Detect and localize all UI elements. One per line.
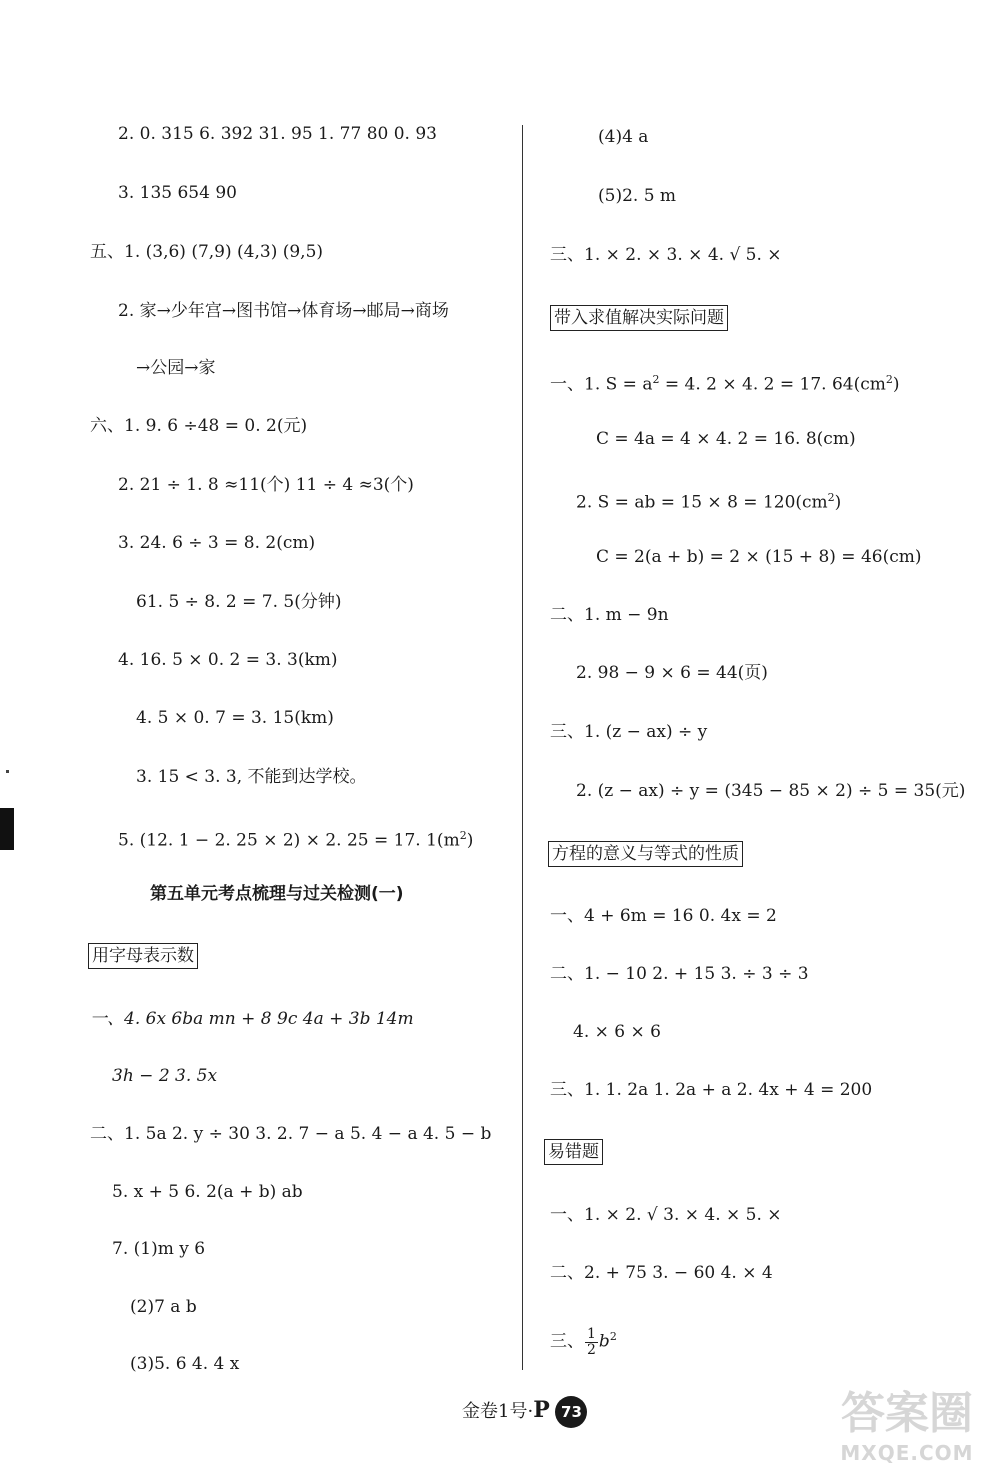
column-divider [522, 125, 523, 1370]
topic-box: 易错题 [544, 1139, 603, 1165]
answer-line: C = 4a = 4 × 4. 2 = 16. 8(cm) [596, 429, 856, 449]
answer-line: 2. 98 − 9 × 6 = 44(页) [576, 663, 768, 683]
topic-box: 用字母表示数 [88, 943, 198, 969]
watermark [818, 1388, 996, 1480]
scan-edge-tick [6, 770, 9, 773]
unit-title: 第五单元考点梳理与过关检测(一) [150, 884, 404, 904]
answer-line: 5. (12. 1 − 2. 25 × 2) × 2. 25 = 17. $1(m^2)$ [118, 829, 474, 851]
answer-line: 一、1. × 2. √ 3. × 4. × 5. × [550, 1205, 782, 1225]
answer-line: 3h − 2 3. 5x [112, 1066, 218, 1086]
answer-line: 二、1. − 10 2. + 15 3. ÷ 3 ÷ 3 [550, 964, 809, 984]
answer-line: 3. 15 < 3. 3, 不能到达学校。 [136, 767, 367, 787]
answer-line: C = 2(a + b) = 2 × (15 + 8) = 46(cm) [596, 547, 922, 567]
answer-line: 5. x + 5 6. 2(a + b) ab [112, 1182, 303, 1202]
brand-label: 金卷1号· [462, 1401, 534, 1422]
answer-line: 4. 16. 5 × 0. 2 = 3. 3(km) [118, 650, 338, 670]
answer-line: 一、1. $S = a^2 = 4$. 2 × 4. 2 = 17. $64(cm^2)$ [550, 373, 900, 395]
answer-line: 7. (1)m y 6 [112, 1239, 206, 1259]
answer-line: 三、1. (z − ax) ÷ y [550, 722, 708, 742]
watermark-text: 答案圈 [841, 1388, 973, 1439]
answer-line: 三、1. × 2. × 3. × 4. √ 5. × [550, 245, 782, 265]
topic-box: 方程的意义与等式的性质 [548, 841, 743, 867]
scan-edge-mark [0, 808, 14, 850]
answer-line: →公园→家 [136, 358, 216, 378]
answer-line: 2. (z − ax) ÷ y = (345 − 85 × 2) ÷ 5 = 35(元) [576, 781, 966, 801]
answer-line: 二、1. m − 9n [550, 605, 669, 625]
watermark-url: MXQE.COM [840, 1441, 974, 1465]
page-footer [462, 1393, 587, 1427]
answer-line: 2. 0. 315 6. 392 31. 95 1. 77 80 0. 93 [118, 124, 437, 144]
fraction: $\frac{1}{2}$ [587, 1325, 596, 1358]
answer-line: 三、 $\frac{1}{2}$ $b^2$ [550, 1325, 617, 1358]
brand-p: P [533, 1397, 550, 1423]
answer-line: 六、1. 9. 6 ÷48 = 0. 2(元) [90, 416, 308, 436]
answer-line: 一、4. 6x 6ba mn + 8 9c 4a + 3b 14m [90, 1009, 414, 1029]
answer-line: 2. 家→少年宫→图书馆→体育场→邮局→商场 [118, 301, 449, 321]
answer-line: 二、2. + 75 3. − 60 4. × 4 [550, 1263, 773, 1283]
answer-line: 2. S = ab = $15 \times 8 = 120(cm^2)$ [576, 491, 842, 513]
topic-box: 带入求值解决实际问题 [550, 305, 728, 331]
answer-line: 61. 5 ÷ 8. 2 = 7. 5(分钟) [136, 592, 342, 612]
answer-line: 4. 5 × 0. 7 = 3. 15(km) [136, 708, 334, 728]
answer-line: 3. 24. 6 ÷ 3 = 8. 2(cm) [118, 533, 316, 553]
answer-line: 五、1. (3,6) (7,9) (4,3) (9,5) [90, 242, 324, 262]
page-number: 73 [555, 1396, 587, 1428]
answer-line: 二、1. 5a 2. y ÷ 30 3. 2. 7 − a 5. 4 − a 4. 5 − b [90, 1124, 492, 1144]
answer-line: 3. 135 654 90 [118, 183, 237, 203]
answer-line: 一、4 + 6m = 16 0. 4x = 2 [550, 906, 777, 926]
answer-line: (4)4 a [598, 127, 649, 147]
answer-line: (3)5. 6 4. 4 x [130, 1354, 240, 1374]
answer-line: (2)7 a b [130, 1297, 197, 1317]
answer-line: 2. 21 ÷ 1. 8 ≈11(个) 11 ÷ 4 ≈3(个) [118, 475, 414, 495]
answer-line: (5)2. 5 m [598, 186, 677, 206]
answer-line: 4. × 6 × 6 [573, 1022, 661, 1042]
answer-line: 三、1. 1. 2a 1. 2a + a 2. 4x + 4 = 200 [550, 1080, 873, 1100]
